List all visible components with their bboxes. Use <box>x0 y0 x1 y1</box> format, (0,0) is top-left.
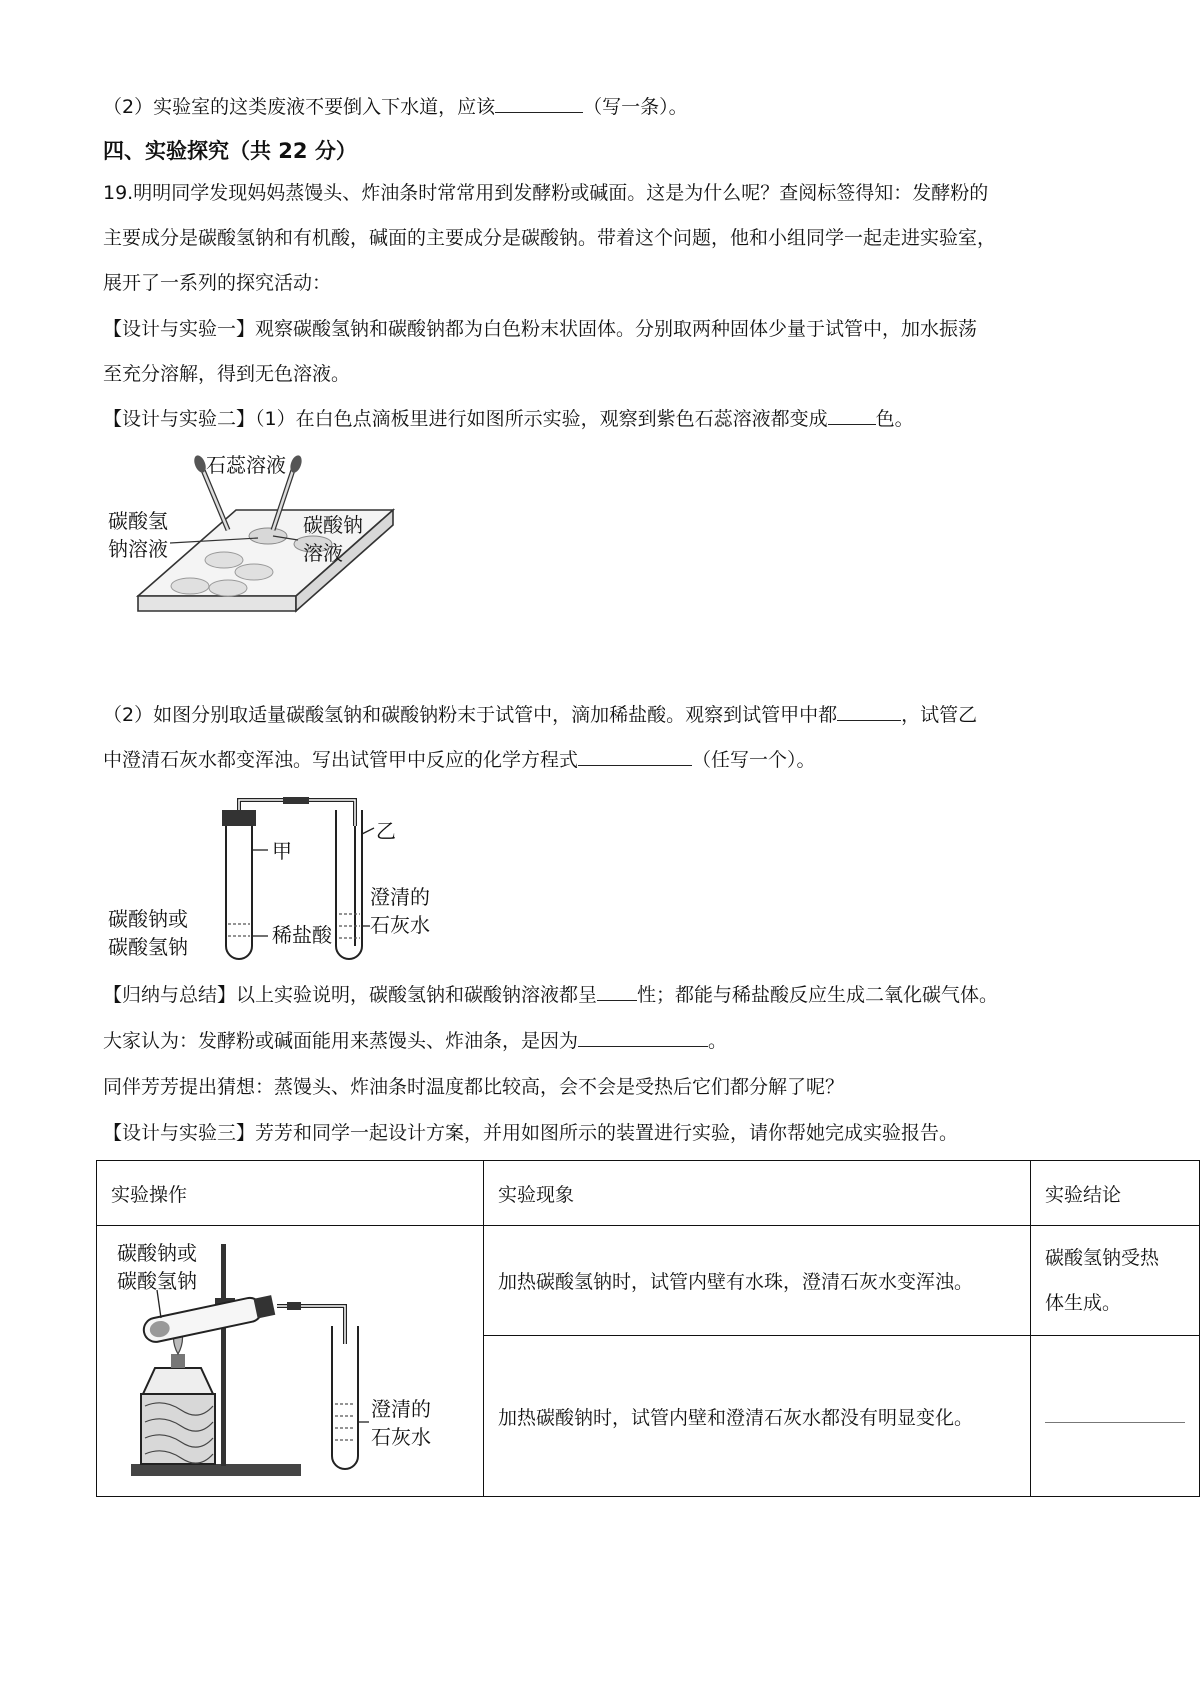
answer-blank <box>495 94 583 113</box>
label-carbonate-solution: 碳酸钠 <box>303 513 363 537</box>
exp2-part2-line: 中澄清石灰水都变浑浊。写出试管甲中反应的化学方程式 （任写一个）。 <box>103 749 816 771</box>
answer-blank <box>837 702 901 721</box>
label-litmus: 石蕊溶液 <box>206 453 286 477</box>
q19-intro-line: 展开了一系列的探究活动： <box>103 272 332 294</box>
table-header-row <box>97 1161 1200 1226</box>
guess-line: 同伴芳芳提出猜想：蒸馒头、炸油条时温度都比较高，会不会是受热后它们都分解了呢？ <box>103 1076 845 1098</box>
label-limewater: 石灰水 <box>370 913 430 937</box>
answer-blank <box>828 406 876 425</box>
phenomenon-cell: 加热碳酸钠时，试管内壁和澄清石灰水都没有明显变化。 <box>484 1336 1031 1497</box>
label-tube-jia: 甲 <box>272 839 292 863</box>
label-limewater: 澄清的 <box>371 1397 431 1421</box>
section-title: 四、实验探究（共 22 分） <box>103 139 357 163</box>
label-solid: 碳酸钠或 <box>117 1241 197 1265</box>
label-acid: 稀盐酸 <box>272 923 332 947</box>
answer-blank <box>1045 1404 1185 1423</box>
label-limewater: 澄清的 <box>370 885 430 909</box>
label-carbonate-solution: 溶液 <box>303 541 343 565</box>
answer-blank <box>597 982 637 1001</box>
answer-blank <box>578 1028 708 1047</box>
answer-blank <box>578 747 692 766</box>
label-solid: 碳酸氢钠 <box>117 1269 197 1293</box>
label-bicarbonate-solution: 钠溶液 <box>108 537 168 561</box>
phenomenon-cell: 加热碳酸氢钠时，试管内壁有水珠，澄清石灰水变浑浊。 <box>484 1226 1031 1336</box>
heating-apparatus-cell <box>97 1226 484 1497</box>
exp2-part2-line: （2）如图分别取适量碳酸氢钠和碳酸钠粉末于试管中，滴加稀盐酸。观察到试管甲中都 ，试管乙 <box>103 704 978 726</box>
label-limewater: 石灰水 <box>371 1425 431 1449</box>
exp3-line: 【设计与实验三】芳芳和同学一起设计方案，并用如图所示的装置进行实验，请你帮她完成实验报告。 <box>103 1122 959 1144</box>
exp1-line: 【设计与实验一】观察碳酸氢钠和碳酸钠都为白色粉末状固体。分别取两种固体少量于试管中，加水振荡 <box>103 318 978 340</box>
exp1-line: 至充分溶解，得到无色溶液。 <box>103 363 351 385</box>
test-tube-figure <box>108 796 478 966</box>
q19-intro-line: 主要成分是碳酸氢钠和有机酸，碱面的主要成分是碳酸钠。带着这个问题，他和小组同学一起走进实验室， <box>103 227 997 249</box>
label-solid: 碳酸钠或 <box>108 907 188 931</box>
heating-apparatus-figure <box>97 1226 483 1496</box>
conclusion-cell: 碳酸氢钠受热 体生成。 <box>1031 1226 1200 1336</box>
q18-part2: （2）实验室的这类废液不要倒入下水道，应该 （写一条）。 <box>103 96 688 118</box>
conclusion-cell <box>1031 1336 1200 1497</box>
label-solid: 碳酸氢钠 <box>108 935 188 959</box>
q19-intro-line: 19.明明同学发现妈妈蒸馒头、炸油条时常常用到发酵粉或碱面。这是为什么呢？查阅标签得知：发酵粉的 <box>103 182 989 204</box>
header-phenomenon: 实验现象 <box>484 1161 1031 1226</box>
experiment-report-table <box>96 1160 1200 1497</box>
exp2-part1: 【设计与实验二】（1）在白色点滴板里进行如图所示实验，观察到紫色石蕊溶液都变成 色。 <box>103 408 914 430</box>
table-row <box>97 1226 1200 1336</box>
header-conclusion: 实验结论 <box>1031 1161 1200 1226</box>
label-bicarbonate-solution: 碳酸氢 <box>108 509 168 533</box>
consensus-line: 大家认为：发酵粉或碱面能用来蒸馒头、炸油条，是因为 。 <box>103 1030 728 1052</box>
spot-plate-figure <box>108 448 408 640</box>
summary-line: 【归纳与总结】以上实验说明，碳酸氢钠和碳酸钠溶液都呈 性；都能与稀盐酸反应生成二氧化碳气体。 <box>103 984 999 1006</box>
label-tube-yi: 乙 <box>376 819 396 843</box>
header-operation: 实验操作 <box>97 1161 484 1226</box>
